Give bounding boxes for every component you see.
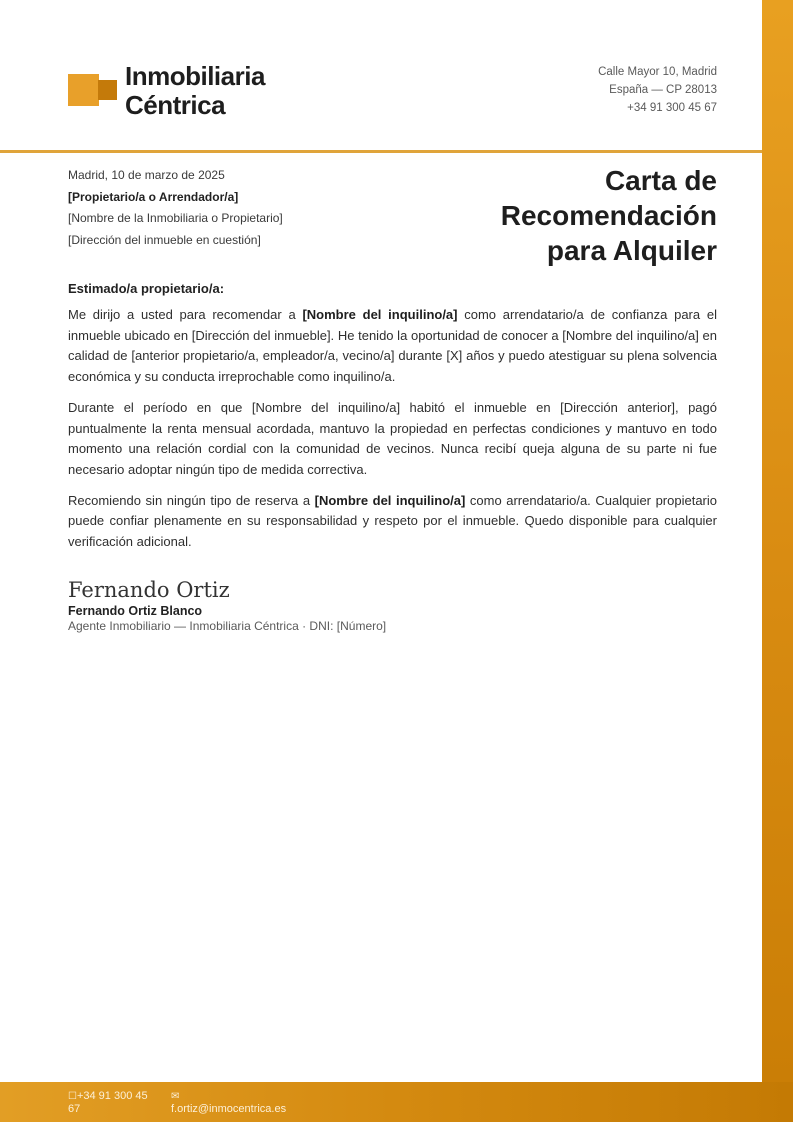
salutation: Estimado/a propietario/a: — [68, 281, 225, 296]
document-title — [457, 163, 717, 268]
p1-tenant-name: [Nombre del inquilino/a] — [302, 307, 458, 322]
p3-text-after: como arrendatario/a. Cualquier propietario puede confiar plenamente en su responsabilidad y respeto por el inmueble. Quedo disponible para cualquier verificación adicional. — [68, 492, 717, 550]
letter-body — [68, 279, 717, 563]
recipient-company: [Nombre de la Inmobiliaria o Propietario] — [68, 211, 283, 225]
phone-icon: ☐ — [68, 1091, 77, 1102]
recipient-block — [68, 165, 283, 251]
signer-role: Agente Inmobiliario — Inmobiliaria Céntrica · DNI: [Número] — [68, 619, 387, 633]
footer-phone-text: +34 91 300 45 67 — [68, 1090, 148, 1115]
recipient-property-address: [Dirección del inmueble en cuestión] — [68, 232, 261, 247]
signature-block — [68, 577, 386, 634]
header-phone: +34 91 300 45 67 — [627, 102, 717, 114]
company-name — [125, 62, 325, 120]
paragraph-3 — [68, 491, 717, 553]
p3-tenant-name: [Nombre del inquilino/a] — [314, 492, 466, 508]
footer-phone — [68, 1090, 153, 1116]
footer-email-text[interactable]: f.ortiz@inmocentrica.es — [171, 1103, 287, 1115]
p3-text-before: Recomiendo sin ningún tipo de reserva a — [68, 492, 315, 508]
logo-square-large — [68, 74, 99, 106]
title-line3: para Alquiler — [546, 235, 717, 266]
signature-script: Fernando Ortiz — [68, 578, 230, 602]
paragraph-1 — [68, 305, 717, 388]
logo-square-small — [98, 80, 117, 100]
letter-date: Madrid, 10 de marzo de 2025 — [68, 168, 225, 182]
recipient-addressee: [Propietario/a o Arrendador/a] — [68, 189, 239, 204]
signer-full-name: Fernando Ortiz Blanco — [68, 604, 203, 618]
address-line1: Calle Mayor 10, Madrid — [598, 66, 717, 78]
paragraph-2: Durante el período en que [Nombre del inquilino/a] habitó el inmueble en [Dirección anterior], pagó puntualmente la renta mensual acordada, mantuvo la propiedad en perfectas condiciones y mantuvo en todo momento una relación cordial con la comunidad de vecinos. Nunca recibí queja alguna de su parte ni fue necesario adoptar ningún tipo de medida correctiva. — [68, 399, 717, 477]
p1-text-before: Me dirijo a usted para recomendar a — [68, 307, 303, 322]
footer-email — [171, 1090, 286, 1116]
company-logo — [68, 61, 265, 120]
envelope-icon: ✉ — [171, 1091, 180, 1102]
company-name-line2: Céntrica — [125, 90, 226, 120]
decorative-side-stripe — [762, 0, 793, 1122]
title-line1: Carta de — [604, 165, 717, 196]
p1-text-after: como arrendatario/a de confianza para el inmueble ubicado en [Dirección del inmueble]. He tenido la oportunidad de conocer a [Nombre del inquilino/a] en calidad de [anterior propietario/a, empleador/a, vecino/a] durante [X] años y puedo atestiguar su plena solvencia económica y su conducta irreprochable como inquilino/a. — [68, 307, 717, 385]
title-line2: Recomendación — [500, 200, 717, 231]
footer-bar — [0, 1082, 793, 1122]
company-name-line1: Inmobiliaria — [125, 61, 265, 91]
logo-squares-icon — [68, 62, 118, 94]
sender-address — [598, 63, 717, 117]
address-line2: España — CP 28013 — [609, 84, 717, 96]
header-divider — [0, 150, 762, 153]
